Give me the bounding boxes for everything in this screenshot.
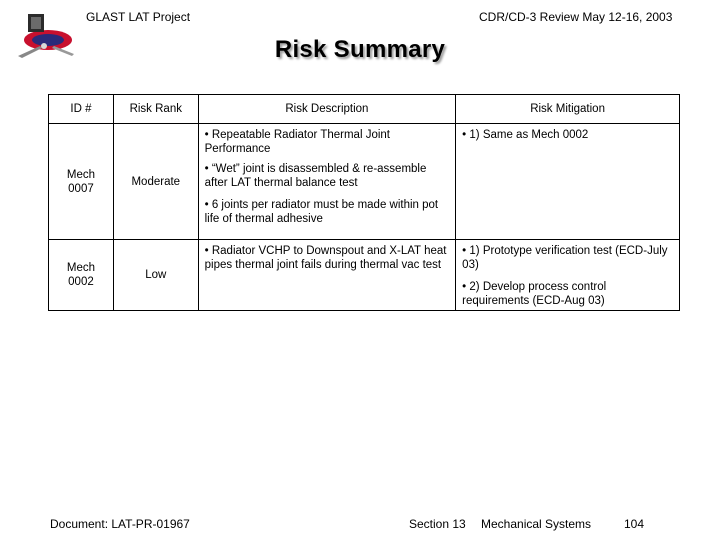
page-title: Risk Summary — [274, 36, 446, 63]
header-id: ID # — [49, 95, 114, 124]
system-label: Mechanical Systems — [481, 517, 592, 531]
description-item: • Repeatable Radiator Thermal Joint Performance — [204, 129, 390, 155]
table-row — [49, 240, 680, 311]
table-header-row — [49, 95, 680, 124]
risk-rank: Low — [113, 240, 198, 311]
risk-rank: Moderate — [113, 124, 198, 240]
review-date: CDR/CD-3 Review May 12-16, 2003 — [479, 10, 673, 24]
risk-mitigation — [456, 240, 680, 311]
description-item: • “Wet” joint is disassembled & re-assemble after LAT thermal balance test — [204, 163, 427, 189]
mitigation-item: • 2) Develop process control requirements (ECD-Aug 03) — [462, 281, 607, 307]
mitigation-item: • 1) Same as Mech 0002 — [462, 129, 589, 141]
risk-mitigation — [456, 124, 680, 240]
risk-description — [198, 240, 456, 311]
risk-id: Mech 0002 — [49, 240, 114, 311]
mitigation-item: • 1) Prototype verification test (ECD-July 03) — [462, 245, 668, 271]
description-item: • Radiator VCHP to Downspout and X-LAT heat pipes thermal joint fails during thermal vac test — [204, 245, 447, 271]
page-number: 104 — [624, 517, 645, 531]
table-row — [49, 124, 680, 240]
risk-table — [48, 94, 680, 311]
header-risk-description: Risk Description — [198, 95, 456, 124]
description-item: • 6 joints per radiator must be made within pot life of thermal adhesive — [204, 199, 439, 225]
header-risk-mitigation: Risk Mitigation — [456, 95, 680, 124]
risk-description — [198, 124, 456, 240]
section-label: Section 13 — [409, 517, 466, 531]
risk-id: Mech 0007 — [49, 124, 114, 240]
project-name: GLAST LAT Project — [86, 10, 191, 24]
document-number: Document: LAT-PR-01967 — [50, 517, 190, 531]
header-risk-rank: Risk Rank — [113, 95, 198, 124]
